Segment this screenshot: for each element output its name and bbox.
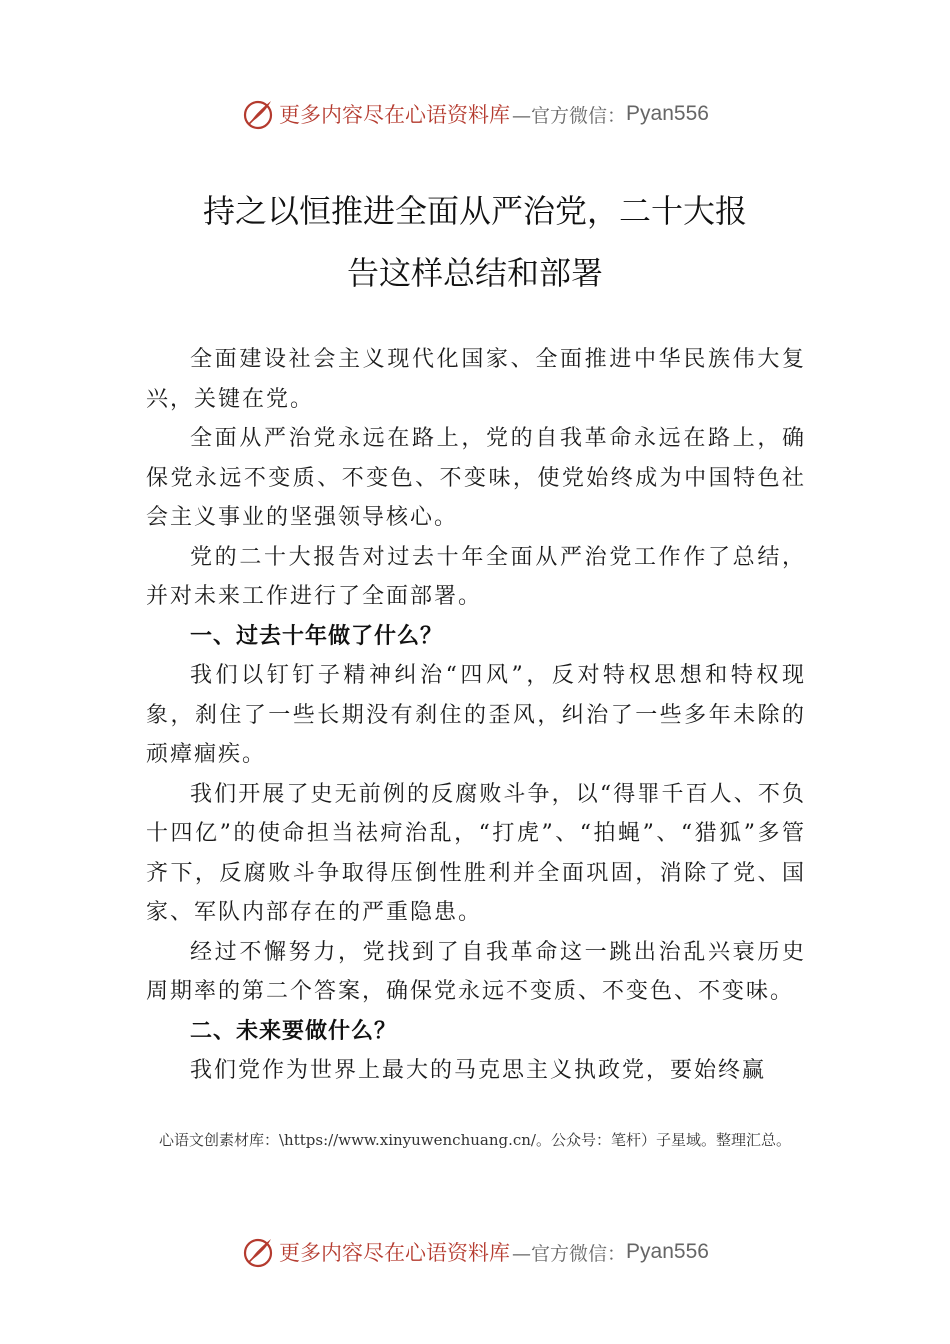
section-heading: 二、未来要做什么？ — [190, 1018, 398, 1044]
banner-wechat-label: —官方微信： — [512, 104, 627, 127]
header-banner — [0, 92, 950, 136]
paragraph: 党的二十大报告对过去十年全面从严治党工作作了总结，并对未来工作进行了全面部署。 — [146, 544, 806, 609]
document-title — [140, 180, 810, 304]
paragraph: 全面建设社会主义现代化国家、全面推进中华民族伟大复兴，关键在党。 — [146, 347, 806, 412]
banner-brand-text: 更多内容尽在心语资料库 — [279, 103, 511, 127]
paragraph: 我们党作为世界上最大的马克思主义执政党，要始终赢 — [190, 1058, 767, 1083]
quill-feather-logo-icon — [241, 97, 275, 131]
paragraph: 我们以钉钉子精神纠治“四风”，反对特权思想和特权现象，刹住了一些长期没有刹住的歪风，纠治了一些多年未除的顽瘴痼疾。 — [146, 663, 806, 767]
paragraph: 经过不懈努力，党找到了自我革命这一跳出治乱兴衰历史周期率的第二个答案，确保党永远不变质、不变色、不变味。 — [146, 939, 806, 1004]
paragraph: 全面从严治党永远在路上，党的自我革命永远在路上，确保党永远不变质、不变色、不变味，使党始终成为中国特色社会主义事业的坚强领导核心。 — [146, 426, 806, 530]
title-line-1: 持之以恒推进全面从严治党，二十大报 — [202, 192, 747, 230]
section-heading: 一、过去十年做了什么？ — [190, 623, 444, 649]
footer-banner — [0, 1230, 950, 1274]
source-note: 心语文创素材库：\https://www.xinyuwenchuang.cn/。公众号：笔杆）子星域。整理汇总。 — [159, 1131, 791, 1149]
document-body — [146, 340, 806, 1091]
paragraph: 我们开展了史无前例的反腐败斗争，以“得罪千百人、不负十四亿”的使命担当祛疴治乱，“打虎”、“拍蝇”、“猎狐”多管齐下，反腐败斗争取得压倒性胜利并全面巩固，消除了党、国家、军队内部存在的严重隐患。 — [146, 781, 806, 925]
title-line-2: 告这样总结和部署 — [346, 254, 603, 292]
banner-wechat-id: Pyan556 — [626, 1240, 709, 1263]
banner-wechat-label: —官方微信： — [512, 1242, 627, 1265]
banner-wechat-id: Pyan556 — [626, 102, 709, 125]
quill-feather-logo-icon — [241, 1235, 275, 1269]
banner-brand-text: 更多内容尽在心语资料库 — [279, 1241, 511, 1265]
